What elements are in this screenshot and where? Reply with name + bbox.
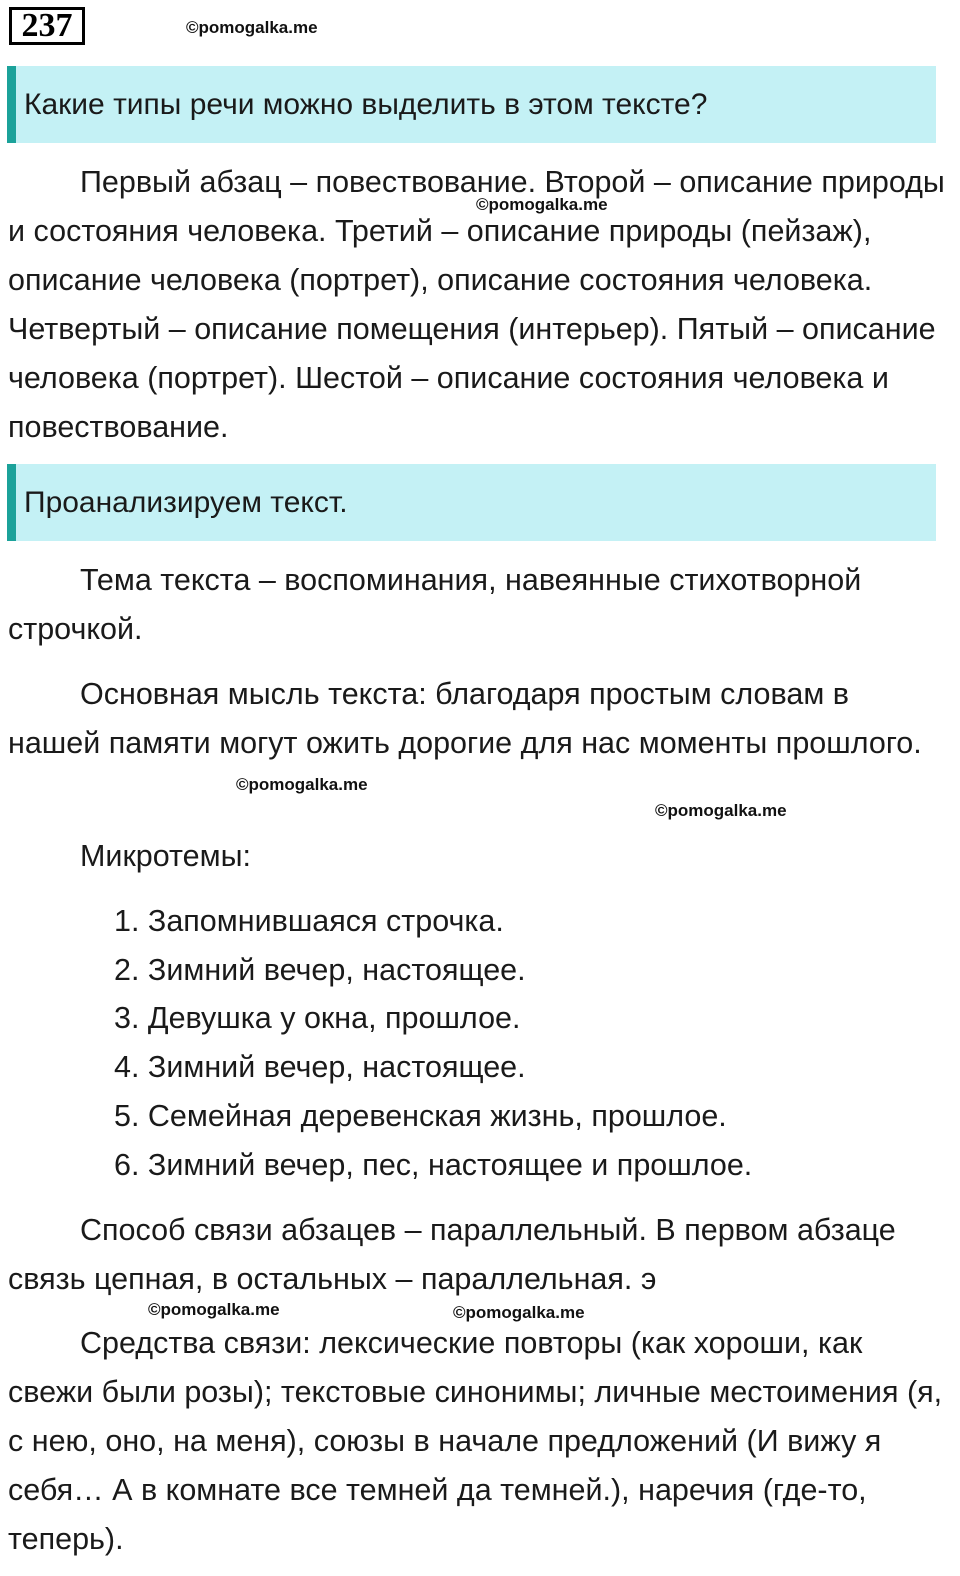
connection-means-paragraph: Средства связи: лексические повторы (как хороши, как свежи были розы); текстовые синонимы; личные местоимения (я, с нею, оно, на меня), союзы в начале предложений (И вижу я себя… А в комнате все темней да темней.), наречия (где-то, теперь). (8, 1326, 943, 1556)
list-item: 4. Зимний вечер, настоящее. (114, 1050, 526, 1085)
list-item: 1. Запомнившаяся строчка. (114, 904, 504, 938)
list-item: 5. Семейная деревенская жизнь, прошлое. (114, 1098, 727, 1133)
question-banner (7, 66, 936, 143)
microthemes-list (114, 897, 752, 1189)
connection-method-paragraph: Способ связи абзацев – параллельный. В первом абзаце связь цепная, в остальных – параллельная. э (8, 1213, 896, 1296)
watermark: ©pomogalka.me (186, 18, 318, 37)
analysis-title: Проанализируем текст. (24, 486, 348, 519)
list-item: 2. Зимний вечер, настоящее. (114, 952, 526, 987)
watermark: ©pomogalka.me (453, 1303, 585, 1322)
analysis-banner (7, 464, 936, 541)
watermark: ©pomogalka.me (236, 775, 368, 794)
list-item: 6. Зимний вечер, пес, настоящее и прошлое. (114, 1147, 753, 1182)
task-number: 237 (9, 7, 85, 45)
theme-paragraph: Тема текста – воспоминания, навеянные стихотворной строчкой. (8, 563, 862, 646)
watermark: ©pomogalka.me (476, 195, 608, 214)
question-text: Какие типы речи можно выделить в этом тексте? (24, 88, 708, 121)
watermark: ©pomogalka.me (655, 801, 787, 820)
answer-paragraph: Первый абзац – повествование. Второй – описание природы и состояния человека. Третий – описание природы (пейзаж), описание человека (портрет), описание состояния человека. Четвертый – описание помещения (интерьер). Пятый – описание человека (портрет). Шестой – описание состояния человека и повествование. (8, 165, 945, 444)
microthemes-label: Микротемы: (80, 839, 251, 873)
list-item: 3. Девушка у окна, прошлое. (114, 1001, 521, 1036)
main-idea-paragraph: Основная мысль текста: благодаря простым словам в нашей памяти могут ожить дорогие для нас моменты прошлого. (8, 677, 922, 760)
watermark: ©pomogalka.me (148, 1300, 280, 1319)
